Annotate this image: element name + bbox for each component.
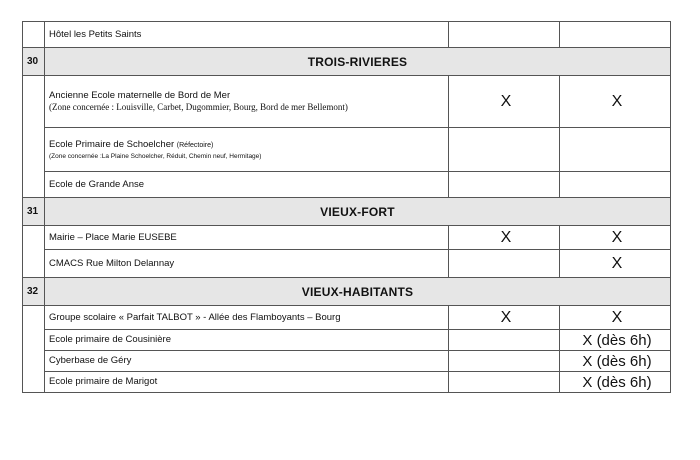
site-title-wrap bbox=[49, 139, 448, 152]
col-a-cell bbox=[449, 22, 560, 48]
col-a-cell bbox=[449, 372, 560, 393]
site-name-cell bbox=[45, 351, 449, 372]
col-b-cell bbox=[560, 172, 671, 198]
number-cell bbox=[23, 306, 45, 393]
col-b-cell: X bbox=[560, 226, 671, 250]
site-name-cell bbox=[45, 372, 449, 393]
site-name-cell bbox=[45, 76, 449, 128]
site-name-cell bbox=[45, 22, 449, 48]
site-title: Ecole Primaire de Schoelcher bbox=[49, 138, 175, 150]
table-row bbox=[23, 330, 671, 351]
col-b-cell bbox=[560, 128, 671, 172]
site-title: Ecole primaire de Cousinière bbox=[49, 334, 171, 345]
col-a-cell: X bbox=[449, 306, 560, 330]
zone-note: (Zone concernée : Louisville, Carbet, Dugommier, Bourg, Bord de mer Bellemont) bbox=[49, 102, 348, 112]
table-row bbox=[23, 172, 671, 198]
col-a-cell bbox=[449, 330, 560, 351]
site-name-cell bbox=[45, 172, 449, 198]
number-cell bbox=[23, 76, 45, 198]
site-title: Cyberbase de Géry bbox=[49, 355, 132, 366]
commune-number: 32 bbox=[23, 278, 45, 306]
col-a-cell bbox=[449, 351, 560, 372]
site-title: Ecole de Grande Anse bbox=[49, 178, 145, 190]
site-name-cell bbox=[45, 306, 449, 330]
col-a-cell bbox=[449, 250, 560, 278]
number-cell bbox=[23, 226, 45, 278]
col-a-cell bbox=[449, 172, 560, 198]
table-row bbox=[23, 306, 671, 330]
table-row bbox=[23, 250, 671, 278]
col-b-cell: X (dès 6h) bbox=[560, 330, 671, 351]
commune-number: 30 bbox=[23, 48, 45, 76]
site-name-cell bbox=[45, 128, 449, 172]
table-row bbox=[23, 128, 671, 172]
commune-name: TROIS-RIVIERES bbox=[45, 48, 671, 76]
commune-header-row bbox=[23, 278, 671, 306]
commune-number: 31 bbox=[23, 198, 45, 226]
col-a-cell: X bbox=[449, 76, 560, 128]
site-name-cell bbox=[45, 226, 449, 250]
site-title: CMACS Rue Milton Delannay bbox=[49, 257, 175, 269]
commune-header-row bbox=[23, 48, 671, 76]
table-row bbox=[23, 226, 671, 250]
site-title: Mairie – Place Marie EUSEBE bbox=[49, 231, 177, 243]
table-row bbox=[23, 76, 671, 128]
site-title: Hôtel les Petits Saints bbox=[49, 28, 142, 40]
commune-name: VIEUX-FORT bbox=[45, 198, 671, 226]
commune-name: VIEUX-HABITANTS bbox=[45, 278, 671, 306]
col-a-cell bbox=[449, 128, 560, 172]
table-row bbox=[23, 22, 671, 48]
inline-note: (Réfectoire) bbox=[176, 141, 214, 149]
site-name-cell bbox=[45, 250, 449, 278]
number-cell bbox=[23, 22, 45, 48]
shelter-table bbox=[22, 21, 671, 393]
col-b-cell: X (dès 6h) bbox=[560, 372, 671, 393]
table-row bbox=[23, 351, 671, 372]
site-title: Ecole primaire de Marigot bbox=[49, 376, 158, 387]
site-title: Groupe scolaire « Parfait TALBOT » - Allée des Flamboyants – Bourg bbox=[49, 311, 341, 323]
col-b-cell: X bbox=[560, 250, 671, 278]
table-row bbox=[23, 372, 671, 393]
col-b-cell: X bbox=[560, 76, 671, 128]
col-b-cell bbox=[560, 22, 671, 48]
col-b-cell: X bbox=[560, 306, 671, 330]
zone-note: (Zone concernée :La Plaine Schoelcher, Réduit, Chemin neuf, Hermitage) bbox=[49, 152, 262, 160]
col-a-cell: X bbox=[449, 226, 560, 250]
commune-header-row bbox=[23, 198, 671, 226]
site-title: Ancienne Ecole maternelle de Bord de Mer bbox=[49, 90, 231, 101]
col-b-cell: X (dès 6h) bbox=[560, 351, 671, 372]
site-name-cell bbox=[45, 330, 449, 351]
